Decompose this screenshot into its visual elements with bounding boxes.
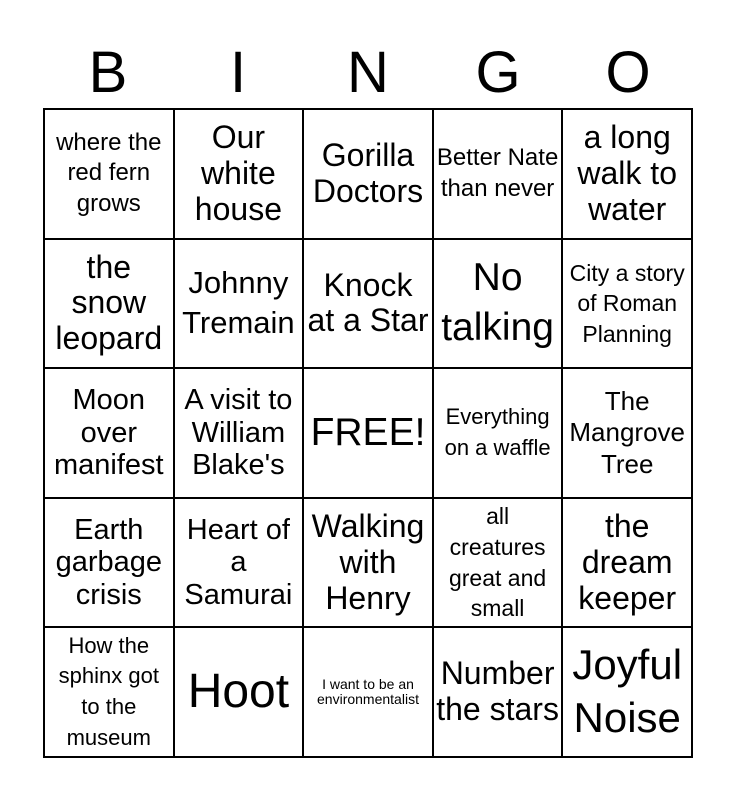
bingo-cell[interactable]: a long walk to water <box>562 109 692 239</box>
bingo-cell[interactable]: A visit to William Blake's <box>174 368 304 498</box>
bingo-cell[interactable]: Moon over manifest <box>44 368 174 498</box>
bingo-cell[interactable]: Better Nate than never <box>433 109 563 239</box>
header-letter-i: I <box>229 40 247 105</box>
bingo-cell[interactable]: Gorilla Doctors <box>303 109 433 239</box>
bingo-cell[interactable]: How the sphinx got to the museum <box>44 627 174 757</box>
bingo-cell[interactable]: where the red fern grows <box>44 109 174 239</box>
header-letter-o: O <box>605 40 651 105</box>
header-letter-g: G <box>475 40 521 105</box>
header-letter-b: B <box>88 40 128 105</box>
bingo-cell[interactable]: Hoot <box>174 627 304 757</box>
bingo-cell[interactable]: all creatures great and small <box>433 498 563 628</box>
bingo-cell[interactable]: Heart of a Samurai <box>174 498 304 628</box>
bingo-cell[interactable]: Walking with Henry <box>303 498 433 628</box>
bingo-cell[interactable]: Number the stars <box>433 627 563 757</box>
bingo-cell[interactable]: I want to be an environmentalist <box>303 627 433 757</box>
bingo-cell[interactable]: Joyful Noise <box>562 627 692 757</box>
bingo-board <box>43 108 693 758</box>
bingo-cell[interactable]: the dream keeper <box>562 498 692 628</box>
header-letter-n: N <box>347 40 389 105</box>
bingo-cell[interactable]: Everything on a waffle <box>433 368 563 498</box>
bingo-cell[interactable]: Knock at a Star <box>303 239 433 369</box>
bingo-header <box>43 38 693 108</box>
bingo-cell[interactable]: No talking <box>433 239 563 369</box>
bingo-cell[interactable]: Johnny Tremain <box>174 239 304 369</box>
bingo-cell[interactable]: Earth garbage crisis <box>44 498 174 628</box>
bingo-cell[interactable]: The Mangrove Tree <box>562 368 692 498</box>
bingo-cell[interactable]: City a story of Roman Planning <box>562 239 692 369</box>
bingo-cell[interactable]: the snow leopard <box>44 239 174 369</box>
bingo-cell free-space[interactable]: FREE! <box>303 368 433 498</box>
bingo-cell[interactable]: Our white house <box>174 109 304 239</box>
